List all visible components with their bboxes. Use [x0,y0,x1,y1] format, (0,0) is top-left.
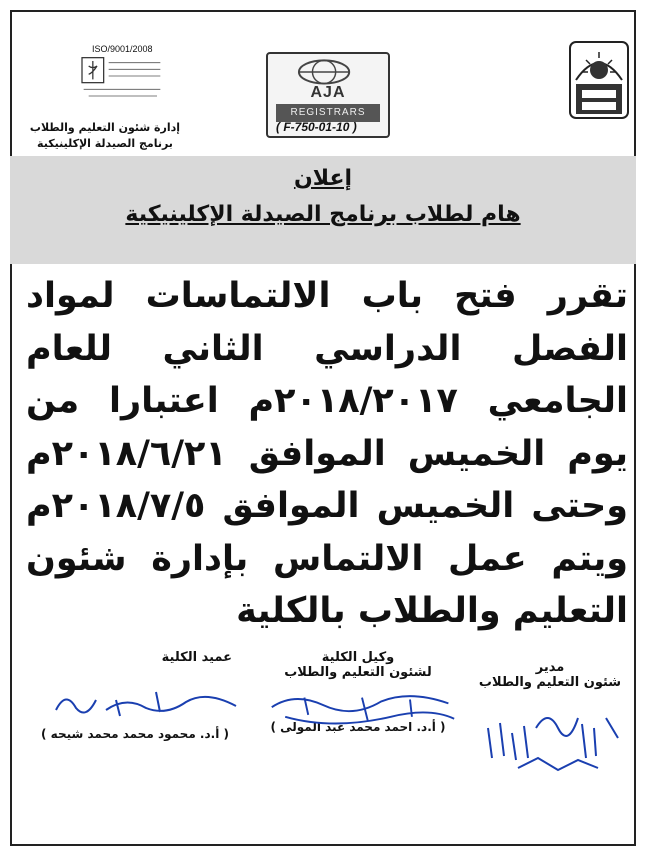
dean-title: عميد الكلية [161,650,232,665]
announcement-body: تقرر فتح باب الالتماسات لمواد الفصل الدراسي الثاني للعام الجامعي ٢٠١٨/٢٠١٧م اعتبارا من يوم الخميس الموافق ٢٠١٨/٦/٢١م وحتى الخميس الموافق ٢٠١٨/٧/٥م ويتم عمل الالتماس بإدارة شئون التعليم والطلاب بالكلية [26,276,628,631]
vice-dean-name: ( أ.د. احمد محمد عبد المولى ) [270,720,446,734]
pharmacy-faculty-logo-icon [72,56,172,106]
announcement-banner [10,156,636,264]
globe-icon [268,56,384,86]
form-code: ( F-750-01-10 ) [276,120,357,134]
iso-label: ISO/9001/2008 [92,44,153,54]
vice-dean-department: لشئون التعليم والطلاب [284,665,432,680]
announcement-subtitle: هام لطلاب برنامج الصيدلة الإكلينيكية [125,202,521,227]
university-logo-icon [568,40,630,120]
vice-dean-title: وكيل الكلية [321,650,395,665]
aja-logo-text: AJA [310,84,346,101]
director-title: مدير [535,660,565,675]
department-label [25,120,185,152]
aja-logo-band: REGISTRARS [276,104,380,122]
director-department: شئون التعليم والطلاب [478,675,622,690]
vice-dean-signature-icon [262,688,462,736]
dean-name: ( أ.د. محمود محمد محمد شيحه ) [41,727,229,741]
department-line-2: برنامج الصيدلة الإكلينيكية [37,137,173,150]
director-signature-icon [478,698,628,778]
dean-signature-icon [46,680,246,730]
department-line-1: إدارة شئون التعليم والطلاب [29,121,181,134]
signature-director [470,660,630,690]
announcement-title: إعلان [293,166,353,191]
